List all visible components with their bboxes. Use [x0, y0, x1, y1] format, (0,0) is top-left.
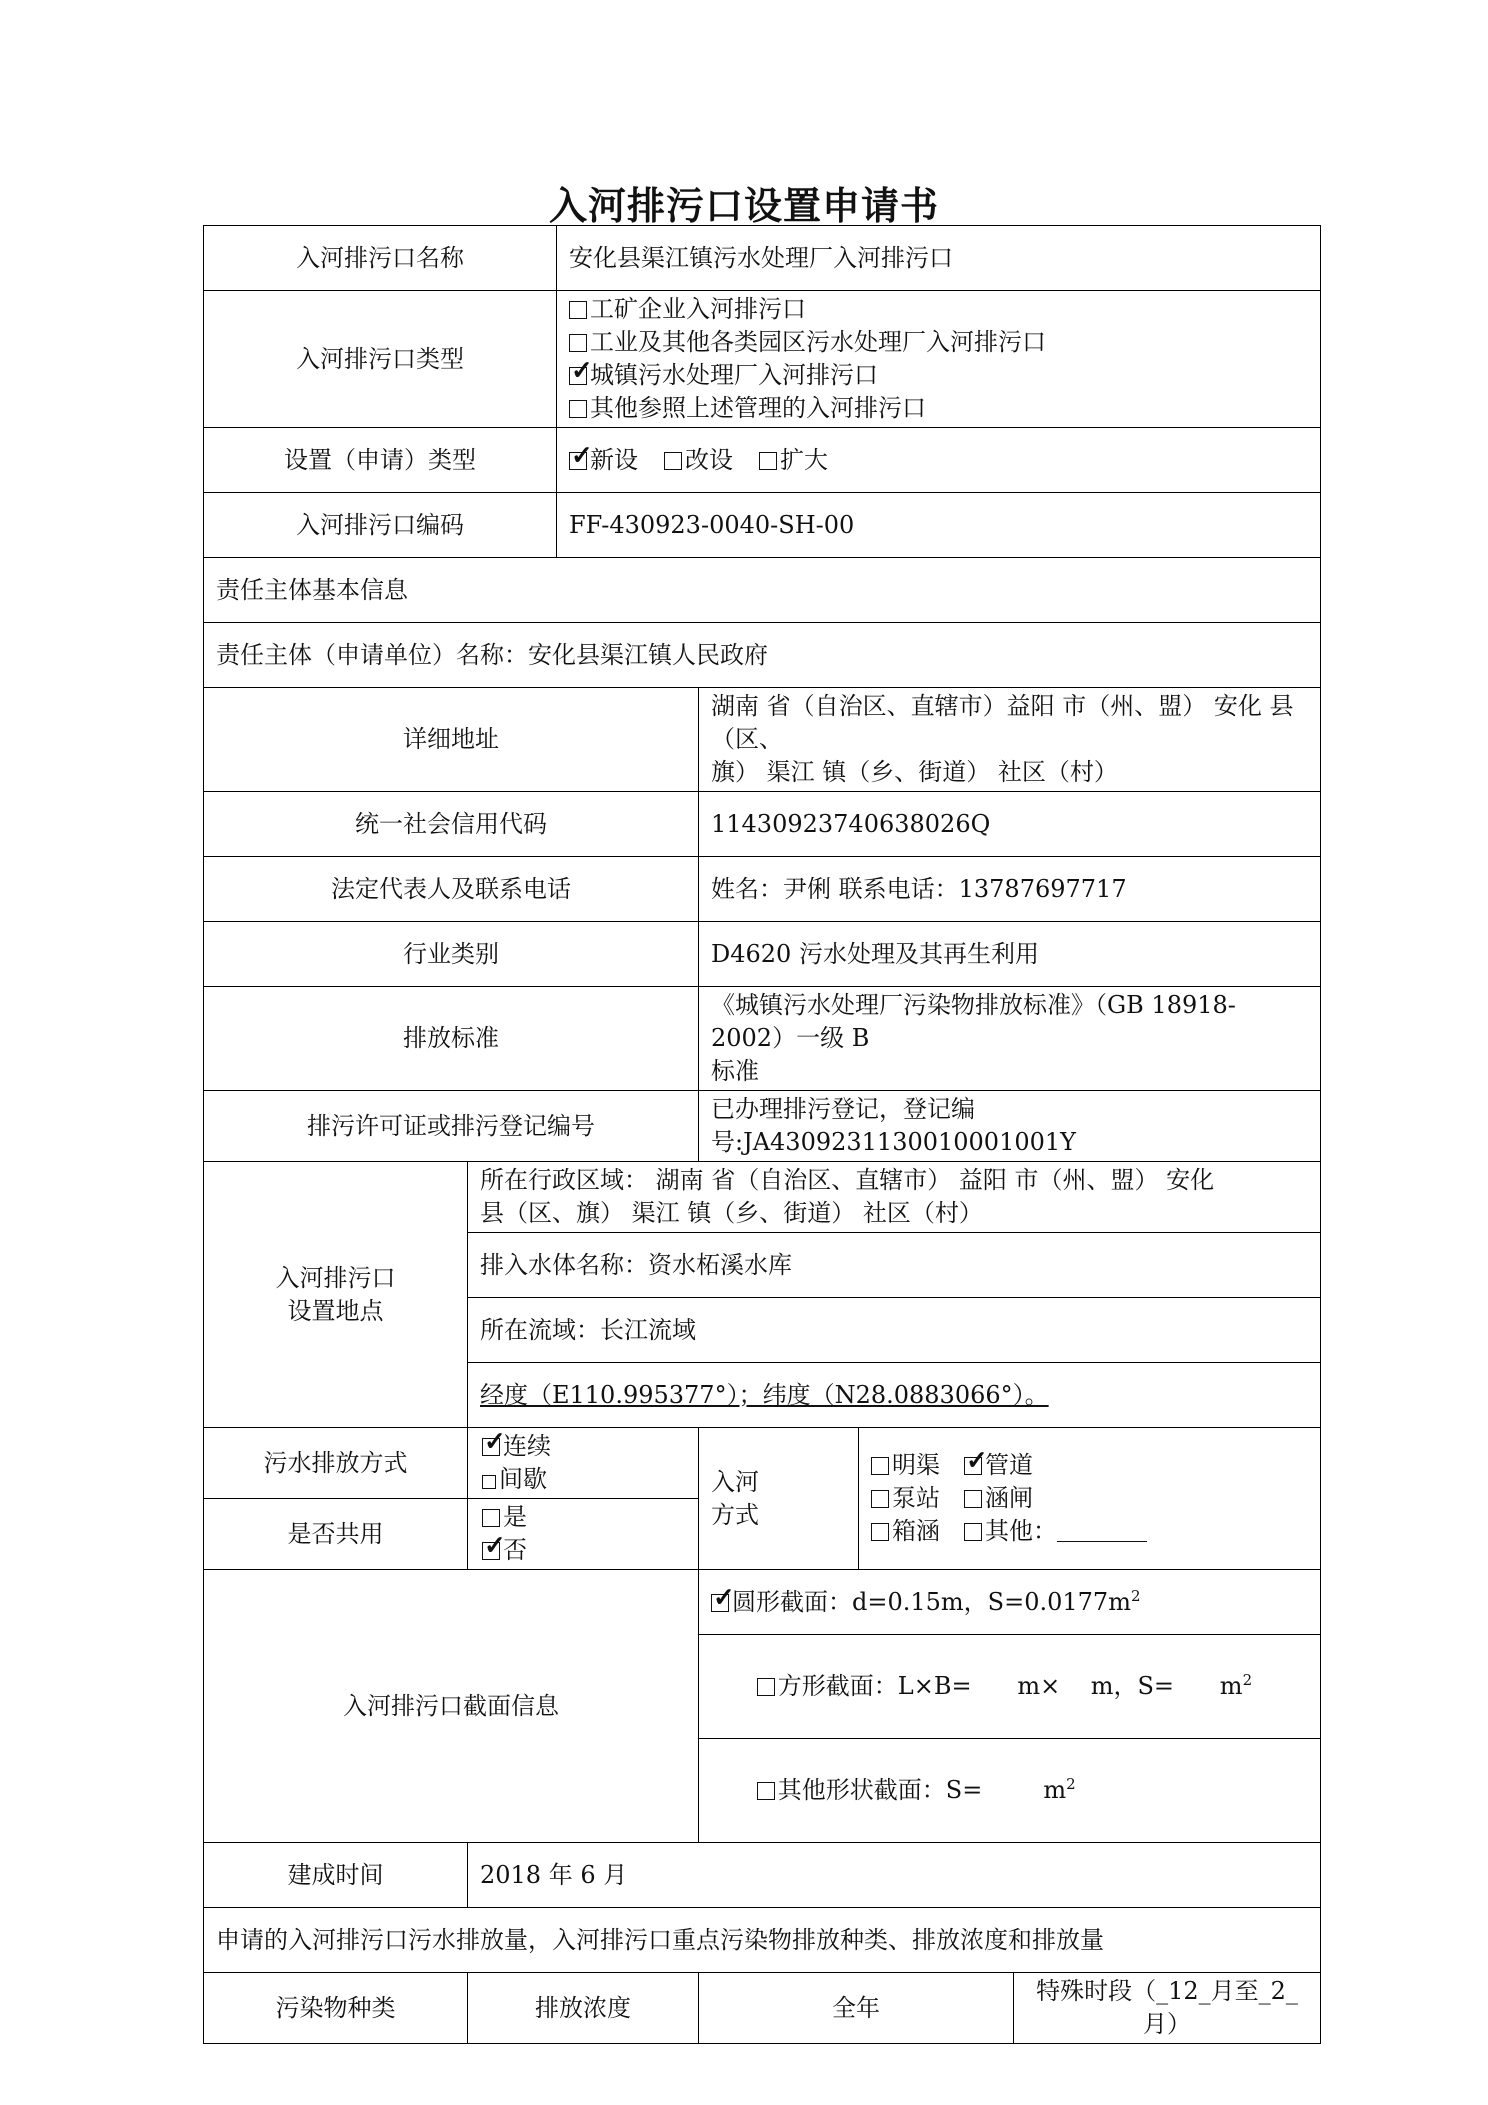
address-line-1: 湖南 省（自治区、直辖市）益阳 市（州、盟） 安化 县（区、	[711, 692, 1294, 753]
river-entry-label-line-2: 方式	[711, 1500, 759, 1529]
page-title: 入河排污口设置申请书	[548, 183, 939, 228]
setup-type-option-new: 新设	[590, 445, 638, 474]
row-section-circle	[204, 1570, 1321, 1635]
entry-sluice-option: 涵闸	[985, 1484, 1033, 1512]
outlet-type-option-2: 城镇污水处理厂入河排污口	[590, 361, 878, 389]
section-other	[699, 1739, 1321, 1843]
section-circle-text: 圆形截面：d=0.15m，S=0.0177m	[732, 1587, 1131, 1616]
legal-rep-value: 姓名：尹俐 联系电话：13787697717	[699, 857, 1321, 922]
location-label-line-2: 设置地点	[287, 1296, 384, 1325]
outlet-type-checkbox-2[interactable]	[569, 367, 587, 385]
outlet-code-label: 入河排污口编码	[204, 493, 557, 558]
river-entry-label-line-1: 入河	[711, 1467, 759, 1496]
industry-label: 行业类别	[204, 922, 699, 987]
application-form	[203, 225, 1321, 2044]
shared-label: 是否共用	[204, 1499, 468, 1570]
discharge-mode-label: 污水排放方式	[204, 1428, 468, 1499]
setup-type-checkbox-new[interactable]	[569, 452, 587, 470]
outlet-type-options	[557, 291, 1321, 428]
section-square	[699, 1635, 1321, 1739]
entry-pipe-option: 管道	[985, 1451, 1033, 1479]
standard-line-1: 《城镇污水处理厂污染物排放标准》（GB 18918-2002）一级 B	[711, 991, 1236, 1052]
standard-line-2: 标准	[711, 1057, 759, 1085]
shared-yes-checkbox[interactable]	[482, 1509, 500, 1527]
outlet-type-option-0: 工矿企业入河排污口	[590, 295, 806, 323]
section-info-label: 入河排污口截面信息	[204, 1570, 699, 1843]
section-other-sup: 2	[1066, 1775, 1076, 1793]
row-industry	[204, 922, 1321, 987]
credit-code-value: 11430923740638026Q	[699, 792, 1321, 857]
row-credit-code	[204, 792, 1321, 857]
setup-type-checkbox-expand[interactable]	[759, 452, 777, 470]
row-responsible-name	[204, 623, 1321, 688]
location-admin-line-1: 所在行政区域： 湖南 省（自治区、直辖市） 益阳 市（州、盟） 安化	[480, 1166, 1215, 1194]
legal-rep-label: 法定代表人及联系电话	[204, 857, 699, 922]
permit-label: 排污许可证或排污登记编号	[204, 1091, 699, 1162]
entry-box-culvert-checkbox[interactable]	[871, 1523, 889, 1541]
setup-type-option-modify: 改设	[685, 445, 733, 474]
row-permit	[204, 1091, 1321, 1162]
section-circle-sup: 2	[1130, 1586, 1141, 1605]
address-line-2: 旗） 渠江 镇（乡、街道） 社区（村）	[711, 758, 1118, 786]
entry-other-blank[interactable]	[1057, 1521, 1147, 1542]
build-time-value: 2018 年 6 月	[468, 1843, 1321, 1908]
section-other-checkbox[interactable]	[757, 1782, 775, 1800]
discharge-heading: 申请的入河排污口污水排放量，入河排污口重点污染物排放种类、排放浓度和排放量	[204, 1908, 1321, 1973]
row-pollutant-header	[204, 1973, 1321, 2044]
entry-open-channel-checkbox[interactable]	[871, 1457, 889, 1475]
permit-value: 已办理排污登记，登记编号:JA430923113001000100​1Y	[699, 1091, 1321, 1162]
shared-yes-option: 是	[503, 1503, 527, 1531]
section-circle-checkbox[interactable]	[711, 1594, 729, 1612]
outlet-type-checkbox-1[interactable]	[569, 334, 587, 352]
entry-open-channel-option: 明渠	[892, 1451, 940, 1479]
row-discharge-heading	[204, 1908, 1321, 1973]
outlet-name-label: 入河排污口名称	[204, 226, 557, 291]
full-year-header: 全年	[699, 1973, 1014, 2044]
coordinates	[468, 1363, 1321, 1428]
setup-type-options	[557, 428, 1321, 493]
setup-type-option-expand: 扩大	[780, 445, 828, 474]
section-square-text: 方形截面：L×B= m× m，S= m	[777, 1672, 1243, 1700]
location-admin-line-2: 县（区、旗） 渠江 镇（乡、街道） 社区（村）	[480, 1199, 983, 1227]
standard-label: 排放标准	[204, 987, 699, 1091]
discharge-intermittent-checkbox[interactable]	[482, 1475, 496, 1489]
address-value	[699, 688, 1321, 792]
outlet-type-checkbox-3[interactable]	[569, 400, 587, 418]
build-time-label: 建成时间	[204, 1843, 468, 1908]
location-admin	[468, 1162, 1321, 1233]
credit-code-label: 统一社会信用代码	[204, 792, 699, 857]
discharge-continuous-option: 连续	[503, 1432, 551, 1460]
pollutant-type-header: 污染物种类	[204, 1973, 468, 2044]
responsible-name: 责任主体（申请单位）名称：安化县渠江镇人民政府	[204, 623, 1321, 688]
outlet-type-option-3: 其他参照上述管理的入河排污口	[590, 394, 926, 422]
section-square-sup: 2	[1242, 1671, 1253, 1689]
industry-value: D4620 污水处理及其再生利用	[699, 922, 1321, 987]
setup-type-checkbox-modify[interactable]	[664, 452, 682, 470]
outlet-type-checkbox-0[interactable]	[569, 301, 587, 319]
row-outlet-code	[204, 493, 1321, 558]
row-responsible-section	[204, 558, 1321, 623]
entry-other-checkbox[interactable]	[964, 1523, 982, 1541]
shared-no-option: 否	[503, 1536, 527, 1564]
row-outlet-type	[204, 291, 1321, 428]
responsible-section-heading: 责任主体基本信息	[204, 558, 1321, 623]
outlet-name-value: 安化县渠江镇污水处理厂入河排污口	[557, 226, 1321, 291]
section-other-text: 其他形状截面：S= m	[777, 1776, 1067, 1804]
basin: 所在流域：长江流域	[468, 1298, 1321, 1363]
row-discharge-mode	[204, 1428, 1321, 1499]
row-build-time	[204, 1843, 1321, 1908]
discharge-mode-options	[468, 1428, 699, 1499]
outlet-code-value: FF-430923-0040-SH-00	[557, 493, 1321, 558]
row-legal-rep	[204, 857, 1321, 922]
outlet-type-label: 入河排污口类型	[204, 291, 557, 428]
row-standard	[204, 987, 1321, 1091]
section-square-checkbox[interactable]	[757, 1678, 775, 1696]
row-location-admin	[204, 1162, 1321, 1233]
river-entry-options	[859, 1428, 1321, 1570]
entry-pipe-checkbox[interactable]	[964, 1457, 982, 1475]
shared-no-checkbox[interactable]	[482, 1542, 500, 1560]
entry-pump-checkbox[interactable]	[871, 1490, 889, 1508]
outlet-type-option-1: 工业及其他各类园区污水处理厂入河排污口	[590, 328, 1046, 356]
setup-type-label: 设置（申请）类型	[204, 428, 557, 493]
standard-value	[699, 987, 1321, 1091]
section-circle	[699, 1570, 1321, 1635]
water-body: 排入水体名称：资水柘溪水库	[468, 1233, 1321, 1298]
entry-pump-option: 泵站	[892, 1484, 940, 1512]
shared-options	[468, 1499, 699, 1570]
entry-box-culvert-option: 箱涵	[892, 1517, 940, 1545]
location-label	[204, 1162, 468, 1428]
discharge-intermittent-option: 间歇	[499, 1465, 547, 1493]
entry-other-option: 其他：	[985, 1517, 1057, 1545]
row-address	[204, 688, 1321, 792]
address-label: 详细地址	[204, 688, 699, 792]
row-outlet-name	[204, 226, 1321, 291]
entry-sluice-checkbox[interactable]	[964, 1490, 982, 1508]
location-label-line-1: 入河排污口	[275, 1263, 396, 1292]
river-entry-label	[699, 1428, 859, 1570]
coordinates-text: 经度（E110.995377°）；纬度（N28.0883066°）。	[480, 1380, 1049, 1409]
concentration-header: 排放浓度	[468, 1973, 699, 2044]
special-period-header: 特殊时段（_12_月至_2_月）	[1014, 1973, 1321, 2044]
discharge-continuous-checkbox[interactable]	[482, 1438, 500, 1456]
row-setup-type	[204, 428, 1321, 493]
